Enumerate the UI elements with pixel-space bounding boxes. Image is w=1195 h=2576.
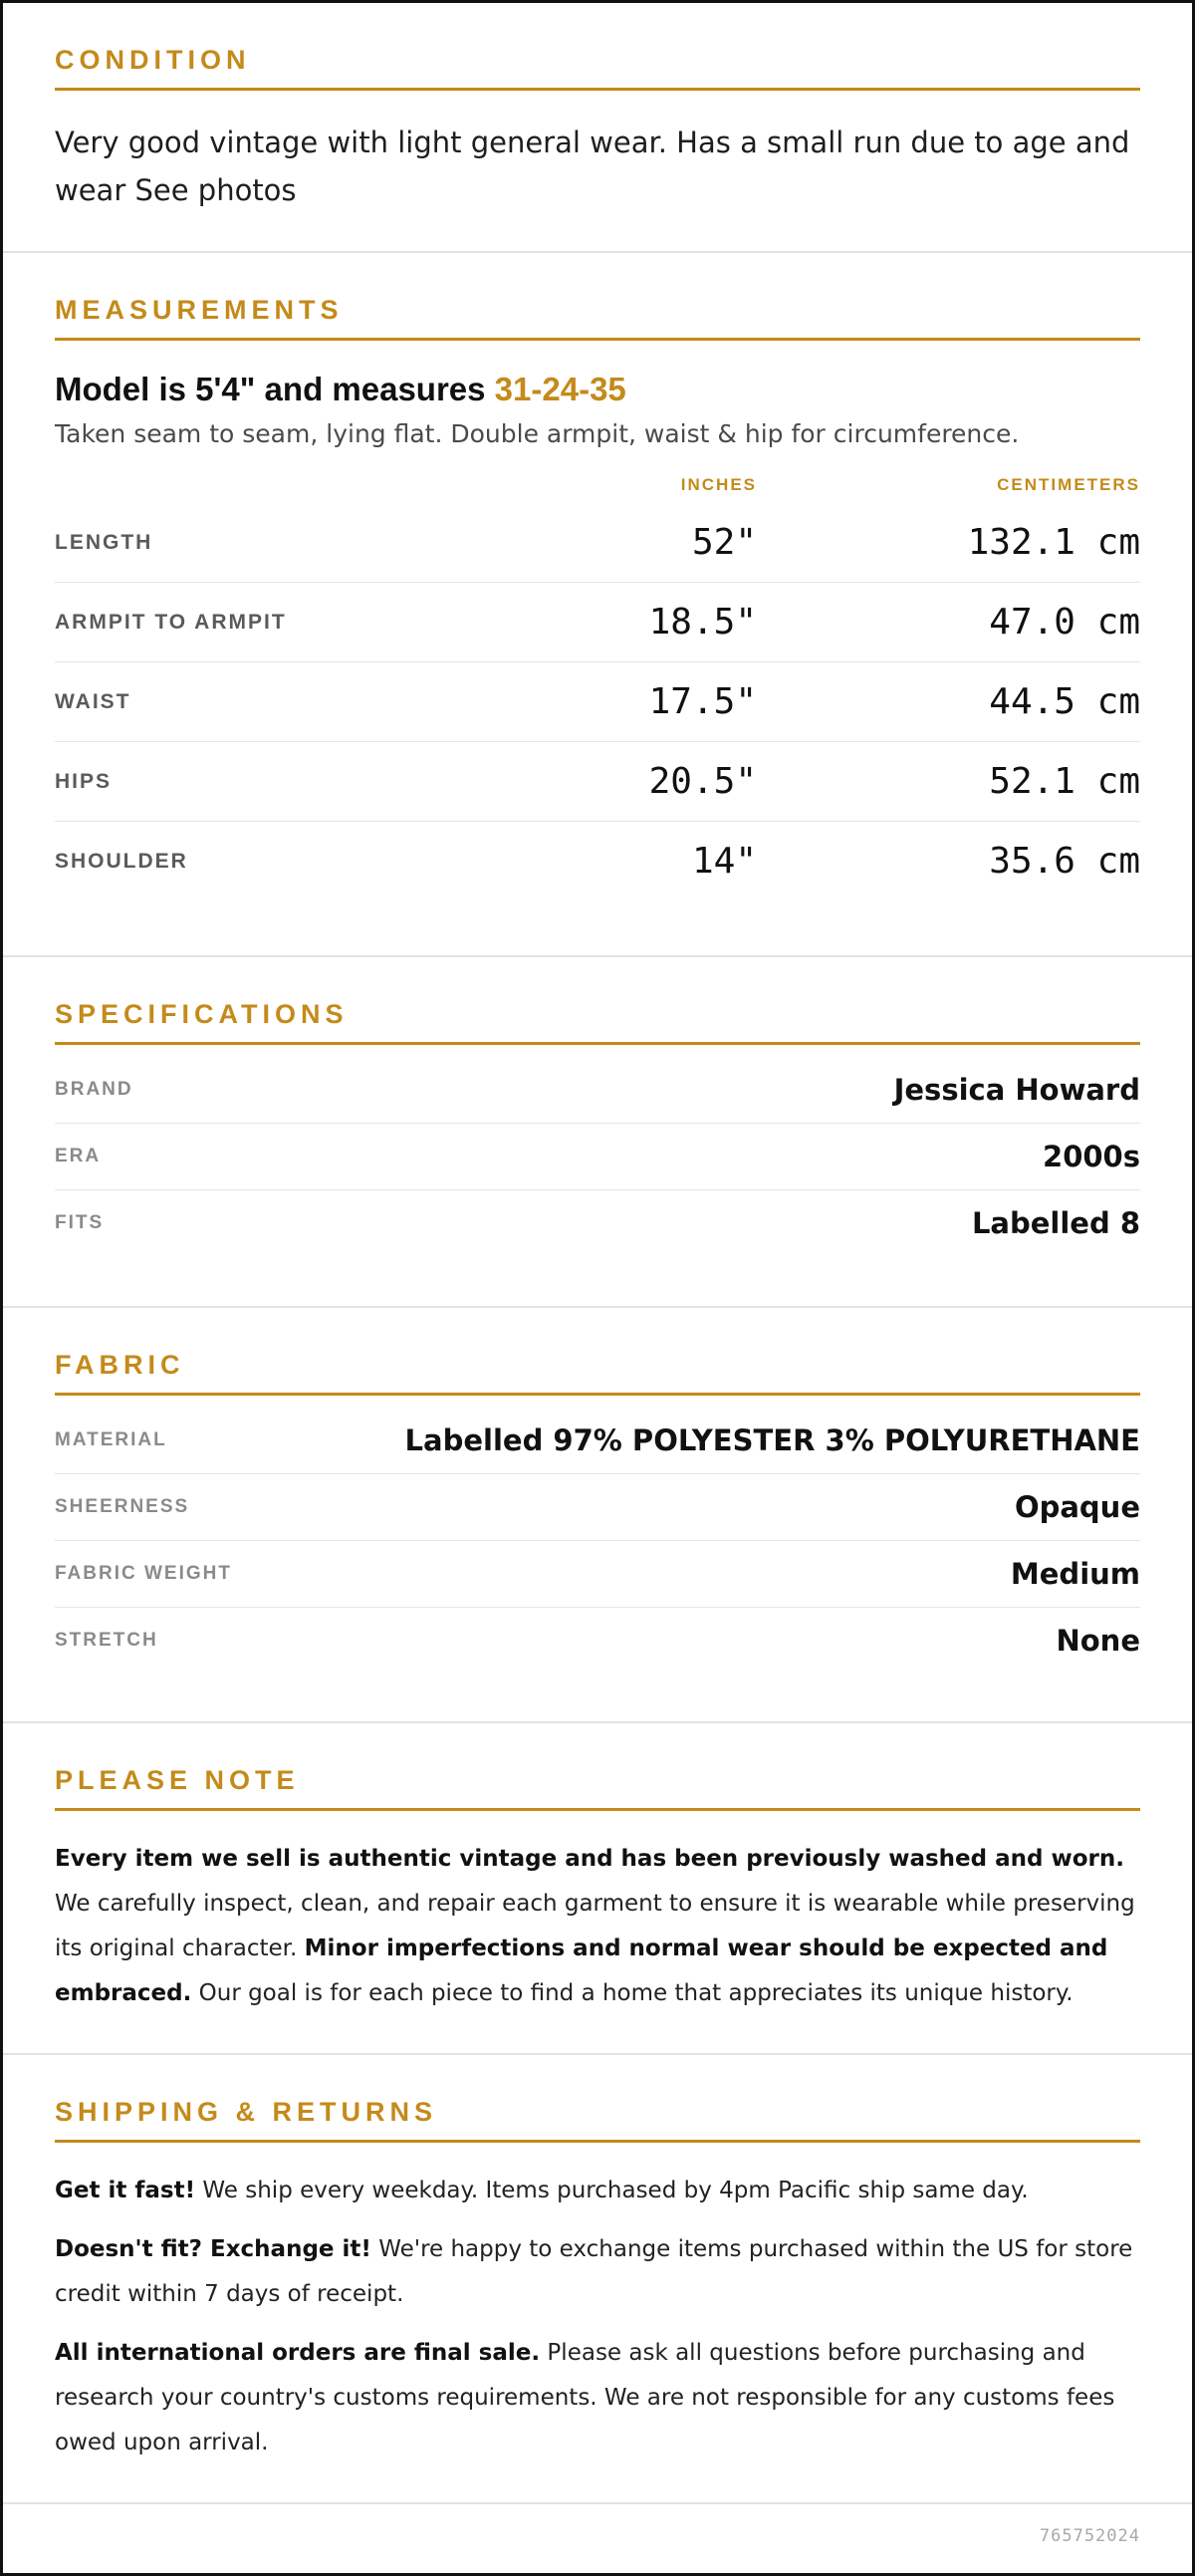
- specifications-heading: SPECIFICATIONS: [55, 1001, 1140, 1045]
- measurements-header-row: [55, 475, 1140, 495]
- fabric-row-stretch: [55, 1608, 1140, 1674]
- measurement-label: LENGTH: [55, 530, 153, 554]
- please-note-heading: PLEASE NOTE: [55, 1767, 1140, 1811]
- international-text: Please ask all questions before purchasing and research your country's customs requirements. We are not responsible for any customs fees owed upon arrival.: [55, 2340, 1115, 2455]
- fabric-label: STRETCH: [55, 1630, 158, 1651]
- measurements-heading: MEASUREMENTS: [55, 297, 1140, 341]
- shipping-fast-text: We ship every weekday. Items purchased by 4pm Pacific ship same day.: [195, 2178, 1029, 2203]
- measurements-note: Taken seam to seam, lying flat. Double armpit, waist & hip for circumference.: [55, 419, 1020, 448]
- measurement-inches: 52": [691, 522, 757, 563]
- centimeters-column-header: CENTIMETERS: [997, 475, 1140, 494]
- spec-row-fits: [55, 1190, 1140, 1256]
- measurement-inches: 18.5": [648, 602, 757, 643]
- spec-value: Labelled 8: [971, 1206, 1140, 1240]
- fabric-value: Medium: [1010, 1557, 1140, 1591]
- measurements-section: [3, 253, 1192, 957]
- fabric-value: Labelled 97% POLYESTER 3% POLYURETHANE: [404, 1423, 1140, 1457]
- measurement-label: ARMPIT TO ARMPIT: [55, 610, 287, 634]
- spec-label: FITS: [55, 1212, 105, 1233]
- measurement-label: WAIST: [55, 689, 131, 713]
- measurement-label: HIPS: [55, 769, 113, 793]
- please-note-text: [55, 1837, 1140, 2016]
- measurement-inches: 14": [691, 841, 757, 882]
- measurement-row-armpit: [55, 583, 1140, 662]
- measurement-cm: 52.1 cm: [989, 761, 1140, 802]
- exchange-text: We're happy to exchange items purchased within the US for store credit within 7 days of receipt.: [55, 2236, 1133, 2307]
- specifications-table: [55, 1057, 1140, 1256]
- condition-section: [3, 3, 1192, 253]
- shipping-returns-heading: SHIPPING & RETURNS: [55, 2099, 1140, 2143]
- note-bold-authentic: Every item we sell is authentic vintage and has been previously washed and worn.: [55, 1846, 1124, 1872]
- shipping-fast-paragraph: [55, 2169, 1140, 2213]
- condition-text: Very good vintage with light general wear. Has a small run due to age and wear See photos: [55, 126, 1130, 207]
- fabric-heading: FABRIC: [55, 1352, 1140, 1396]
- spec-label: ERA: [55, 1146, 102, 1166]
- exchange-bold: Doesn't fit? Exchange it!: [55, 2236, 371, 2262]
- note-text-goal: Our goal is for each piece to find a home that appreciates its unique history.: [191, 1980, 1074, 2006]
- note-text-inspect: We carefully inspect, clean, and repair each garment to ensure it is wearable while preserving its original character.: [55, 1891, 1135, 1961]
- shipping-returns-section: [3, 2055, 1192, 2504]
- measurement-cm: 47.0 cm: [989, 602, 1140, 643]
- spec-row-era: [55, 1124, 1140, 1190]
- shipping-fast-bold: Get it fast!: [55, 2178, 196, 2203]
- model-measures-figures: 31-24-35: [494, 371, 626, 407]
- model-measures-prefix: Model is 5'4" and measures: [55, 371, 495, 407]
- fabric-row-material: [55, 1408, 1140, 1474]
- note-bold-imperfections: Minor imperfections and normal wear should be expected and embraced.: [55, 1935, 1108, 2006]
- fabric-label: SHEERNESS: [55, 1496, 190, 1517]
- spec-value: Jessica Howard: [893, 1073, 1140, 1107]
- spec-value: 2000s: [1043, 1140, 1140, 1173]
- measurement-row-hips: [55, 742, 1140, 822]
- fabric-value: None: [1056, 1624, 1140, 1658]
- specifications-section: [3, 957, 1192, 1308]
- product-id: 765752024: [1039, 2526, 1140, 2546]
- international-bold: All international orders are final sale.: [55, 2340, 541, 2366]
- measurement-cm: 44.5 cm: [989, 681, 1140, 722]
- fabric-label: FABRIC WEIGHT: [55, 1563, 232, 1584]
- measurement-row-shoulder: [55, 822, 1140, 901]
- model-measures-line: [55, 373, 1140, 405]
- fabric-value: Opaque: [1014, 1490, 1140, 1524]
- condition-heading: CONDITION: [55, 47, 1140, 91]
- fabric-table: [55, 1408, 1140, 1674]
- measurement-row-waist: [55, 662, 1140, 742]
- measurements-table: [55, 503, 1140, 901]
- please-note-section: [3, 1723, 1192, 2055]
- fabric-section: [3, 1308, 1192, 1723]
- measurement-label: SHOULDER: [55, 849, 188, 873]
- inches-column-header: INCHES: [680, 475, 757, 494]
- fabric-row-weight: [55, 1541, 1140, 1608]
- international-paragraph: [55, 2331, 1140, 2465]
- spec-row-brand: [55, 1057, 1140, 1124]
- spec-label: BRAND: [55, 1079, 133, 1100]
- measurement-cm: 132.1 cm: [967, 522, 1140, 563]
- measurement-cm: 35.6 cm: [989, 841, 1140, 882]
- measurement-row-length: [55, 503, 1140, 583]
- shipping-info: [55, 2169, 1140, 2465]
- footer: [3, 2504, 1192, 2572]
- measurement-inches: 17.5": [648, 681, 757, 722]
- measurements-header-spacer: [55, 475, 513, 495]
- measurement-inches: 20.5": [648, 761, 757, 802]
- exchange-paragraph: [55, 2227, 1140, 2317]
- fabric-row-sheerness: [55, 1474, 1140, 1541]
- fabric-label: MATERIAL: [55, 1429, 167, 1450]
